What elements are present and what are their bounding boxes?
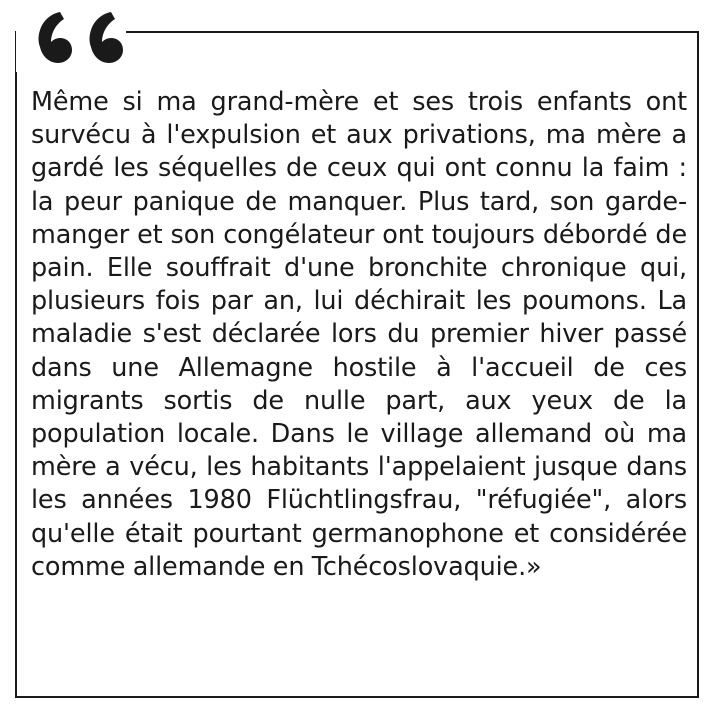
open-double-quote-icon <box>16 0 126 72</box>
quote-text: Même si ma grand-mère et ses trois enfants ont survécu à l'expulsion et aux privations, ma mère a gardé les séquelles de ceux qui ont connu la faim : la peur panique de manquer. Plus tard, son garde-manger et son congélateur ont toujours débordé de pain. Elle souffrait d'une bronchite chronique qui, plusieurs fois par an, lui déchirait les poumons. La maladie s'est déclarée lors du premier hiver passé dans une Allemagne hostile à l'accueil de ces migrants sortis de nulle part, aux yeux de la population locale. Dans le village allemand où ma mère a vécu, les habitants l'appelaient jusque dans les années 1980 Flüchtlingsfrau, "réfugiée", alors qu'elle était pourtant germanophone et considérée comme allemande en Tchécoslovaquie.» <box>31 87 687 582</box>
